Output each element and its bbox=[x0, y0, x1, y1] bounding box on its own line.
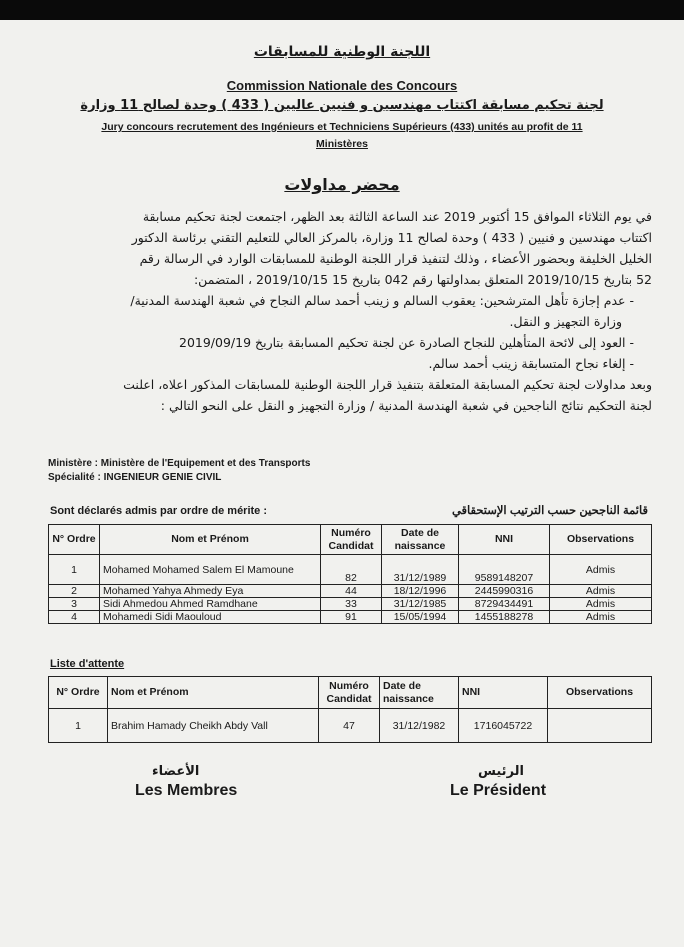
table-row bbox=[49, 598, 652, 611]
body-bullet-line: - إلغاء نجاح المتسابقة زينب أحمد سالم. bbox=[428, 356, 634, 371]
cell-candidate: 33 bbox=[321, 598, 382, 611]
cell-name: Brahim Hamady Cheikh Abdy Vall bbox=[108, 709, 319, 743]
top-dark-bar bbox=[0, 0, 684, 20]
header-nni: NNI bbox=[459, 525, 550, 555]
president-label: Le Président bbox=[450, 782, 547, 799]
cell-nni: 9589148207 bbox=[459, 555, 550, 585]
table-row bbox=[49, 709, 652, 743]
cell-nni: 1716045722 bbox=[459, 709, 548, 743]
header-arabic-subtitle: لجنة تحكيم مسابقة اكتتاب مهندسين و فنيين عاليين ( 433 ) وحدة لصالح 11 وزارة bbox=[80, 98, 604, 113]
header-candidate: Numéro Candidat bbox=[319, 677, 380, 709]
body-bullet-line: وزارة التجهيز و النقل. bbox=[509, 314, 622, 329]
members-label: Les Membres bbox=[135, 782, 238, 799]
body-line: الخليل الخليفة وبحضور الأعضاء ، وذلك لتنفيذ قرار اللجنة الوطنية للمسابقات الوارد في الرسالة رقم bbox=[139, 251, 652, 266]
cell-nni: 8729434491 bbox=[459, 598, 550, 611]
body-line: لجنة التحكيم نتائج الناجحين في شعبة الهندسة المدنية / وزارة التجهيز و النقل على النحو التالي : bbox=[160, 398, 652, 413]
cell-observations: Admis bbox=[550, 555, 652, 585]
cell-birth: 31/12/1989 bbox=[382, 555, 459, 585]
body-line: اكتتاب مهندسين و فنيين ( 433 ) وحدة لصالح 11 وزارة، بالمركز العالي للتعليم التقني برئاسة الدكتور bbox=[131, 230, 652, 245]
cell-nni: 1455188278 bbox=[459, 611, 550, 624]
cell-order: 1 bbox=[49, 709, 108, 743]
document-page bbox=[0, 20, 684, 947]
cell-candidate: 44 bbox=[321, 585, 382, 598]
table-row bbox=[49, 555, 652, 585]
header-birth: Date de naissance bbox=[380, 677, 459, 709]
header-candidate: Numéro Candidat bbox=[321, 525, 382, 555]
header-french-title: Commission Nationale des Concours bbox=[226, 78, 458, 93]
specialty-label: Spécialité : INGENIEUR GENIE CIVIL bbox=[48, 472, 222, 483]
header-french-subtitle-line1: Jury concours recrutement des Ingénieurs et Techniciens Supérieurs (433) unités au profit de 11 bbox=[101, 121, 583, 133]
cell-observations: Admis bbox=[550, 611, 652, 624]
cell-candidate: 82 bbox=[321, 555, 382, 585]
waiting-table bbox=[48, 676, 652, 743]
header-order: N° Ordre bbox=[49, 677, 108, 709]
cell-order: 1 bbox=[49, 555, 100, 585]
cell-observations bbox=[548, 709, 652, 743]
president-label-arabic: الرئيس bbox=[478, 764, 524, 779]
body-line: 52 بتاريخ 2019/10/15 المتعلق بمداولتها رقم 042 بتاريخ 15 2019/10/15 ، المتضمن: bbox=[193, 272, 652, 287]
cell-candidate: 47 bbox=[319, 709, 380, 743]
cell-birth: 15/05/1994 bbox=[382, 611, 459, 624]
body-bullet-line: - عدم إجازة تأهل المترشحين: يعقوب السالم و زينب أحمد سالم النجاح في شعبة الهندسة المدنية/ bbox=[130, 293, 634, 308]
cell-birth: 18/12/1996 bbox=[382, 585, 459, 598]
cell-name: Mohamedi Sidi Maouloud bbox=[100, 611, 321, 624]
admitted-list-title: Sont déclarés admis par ordre de mérite : bbox=[50, 505, 268, 517]
waiting-list-title: Liste d'attente bbox=[50, 658, 125, 670]
admitted-table bbox=[48, 524, 652, 624]
header-order: N° Ordre bbox=[49, 525, 100, 555]
cell-order: 4 bbox=[49, 611, 100, 624]
cell-observations: Admis bbox=[550, 598, 652, 611]
admitted-list-title-arabic: قائمة الناجحين حسب الترتيب الإستحقاقي bbox=[451, 505, 648, 517]
table-header-row bbox=[49, 677, 652, 709]
cell-name: Mohamed Mohamed Salem El Mamoune bbox=[100, 555, 321, 585]
cell-nni: 2445990316 bbox=[459, 585, 550, 598]
cell-observations: Admis bbox=[550, 585, 652, 598]
body-line: وبعد مداولات لجنة تحكيم المسابقة المتعلقة بتنفيذ قرار اللجنة الوطنية للمسابقات المذكور اعلاه، اعلنت bbox=[123, 377, 652, 392]
header-name: Nom et Prénom bbox=[100, 525, 321, 555]
header-birth: Date de naissance bbox=[382, 525, 459, 555]
ministry-label: Ministère : Ministère de l'Equipement et des Transports bbox=[48, 458, 311, 469]
header-french-subtitle-line2: Ministères bbox=[316, 138, 368, 150]
header-nni: NNI bbox=[459, 677, 548, 709]
body-line: في يوم الثلاثاء الموافق 15 أكتوبر 2019 عند الساعة الثالثة بعد الظهر، اجتمعت لجنة تحكيم مسابقة bbox=[142, 209, 652, 224]
table-header-row bbox=[49, 525, 652, 555]
cell-order: 3 bbox=[49, 598, 100, 611]
cell-name: Sidi Ahmedou Ahmed Ramdhane bbox=[100, 598, 321, 611]
header-arabic-title: اللجنة الوطنية للمسابقات bbox=[253, 44, 431, 60]
table-row bbox=[49, 585, 652, 598]
header-observations: Observations bbox=[548, 677, 652, 709]
members-label-arabic: الأعضاء bbox=[152, 764, 200, 779]
cell-order: 2 bbox=[49, 585, 100, 598]
body-paragraph bbox=[44, 206, 652, 416]
cell-candidate: 91 bbox=[321, 611, 382, 624]
body-bullet-line: - العود إلى لائحة المتأهلين للنجاح الصادرة عن لجنة تحكيم المسابقة بتاريخ 2019/09/19 bbox=[179, 335, 634, 350]
cell-birth: 31/12/1985 bbox=[382, 598, 459, 611]
header-observations: Observations bbox=[550, 525, 652, 555]
table-row bbox=[49, 611, 652, 624]
header-name: Nom et Prénom bbox=[108, 677, 319, 709]
cell-birth: 31/12/1982 bbox=[380, 709, 459, 743]
document-title: محضر مداولات bbox=[284, 175, 400, 194]
cell-name: Mohamed Yahya Ahmedy Eya bbox=[100, 585, 321, 598]
